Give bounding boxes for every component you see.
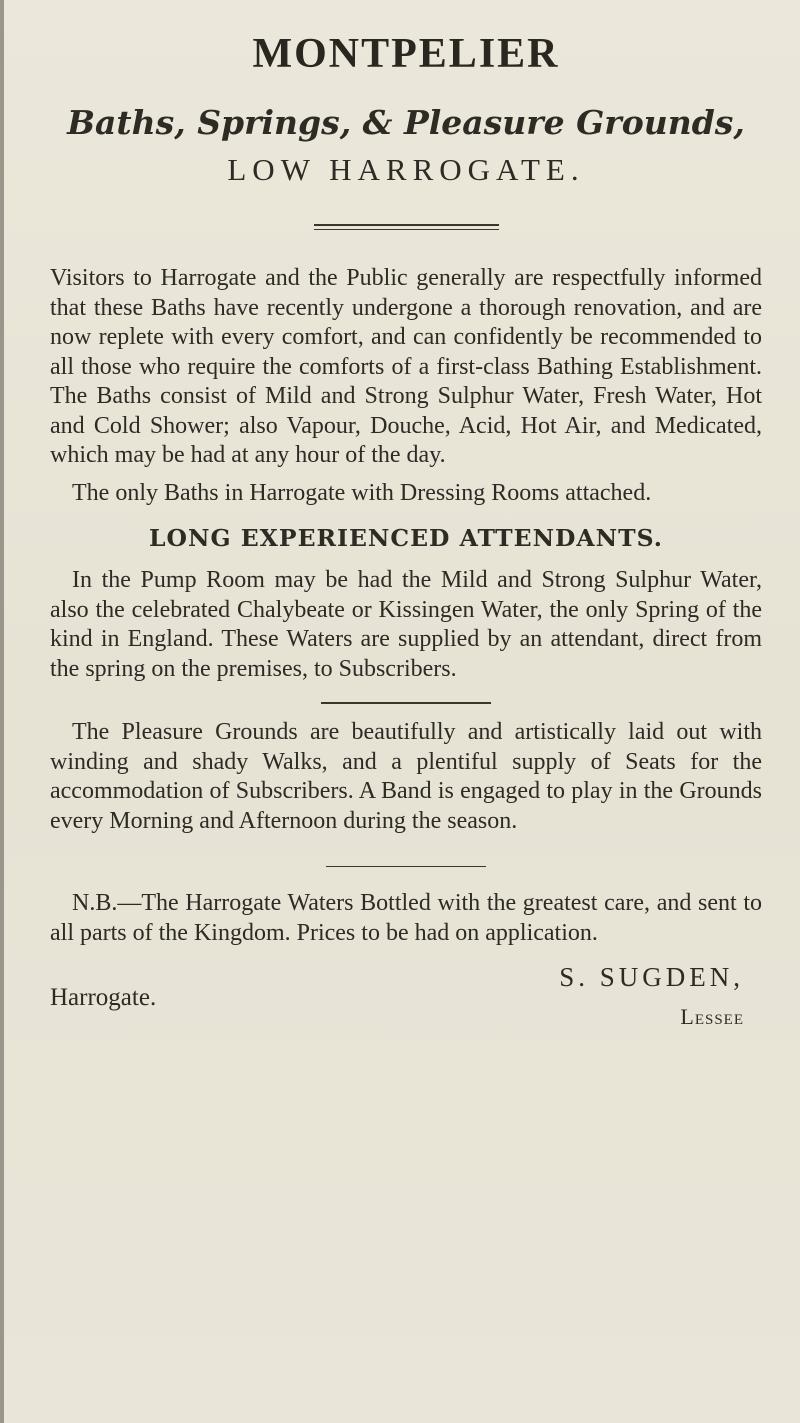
- attendants-heading: LONG EXPERIENCED ATTENDANTS.: [149, 524, 663, 552]
- section-divider-2: [326, 866, 486, 867]
- lessee-title: Lessee: [680, 1004, 744, 1029]
- pump-room-paragraph: In the Pump Room may be had the Mild and Strong Sulphur Water, also the celebrated Chalybeate or Kissingen Water, the only Spring of the kind in England. These Waters are supplied by an attendant, direct from the spring on the premises, to Subscribers.: [50, 567, 762, 682]
- establishment-location: LOW HARROGATE.: [227, 152, 585, 187]
- bottled-waters-note: N.B.—The Harrogate Waters Bottled with the greatest care, and sent to all parts of the Kingdom. Prices to be had on application.: [50, 890, 762, 946]
- pleasure-grounds-paragraph: The Pleasure Grounds are beautifully and artistically laid out with winding and shady Walks, and a plentiful supply of Seats for the accommodation of Subscribers. A Band is engaged to play in the Grounds every Morning and Afternoon during the season.: [50, 719, 762, 834]
- establishment-title: MONTPELIER: [252, 31, 560, 77]
- section-divider-1: [321, 702, 491, 704]
- signature-place: Harrogate.: [50, 984, 157, 1011]
- header-divider: [314, 224, 499, 230]
- establishment-subtitle: Baths, Springs, & Pleasure Grounds,: [67, 103, 745, 142]
- lessee-name: S. SUGDEN,: [559, 962, 744, 992]
- signature-block: [50, 962, 762, 1034]
- intro-paragraph: Visitors to Harrogate and the Public generally are respectfully informed that these Baths have recently undergone a thorough renovation, and are now replete with every comfort, and can confidently be recommended to all those who require the comforts of a first-class Bathing Establishment. The Baths consist of Mild and Strong Sulphur Water, Fresh Water, Hot and Cold Shower; also Vapour, Douche, Acid, Hot Air, and Medicated, which may be had at any hour of the day.: [50, 265, 762, 468]
- dressing-rooms-paragraph: The only Baths in Harrogate with Dressing Rooms attached.: [72, 479, 652, 506]
- page-edge-shadow: [0, 0, 4, 1423]
- advertisement-content: [50, 30, 762, 1034]
